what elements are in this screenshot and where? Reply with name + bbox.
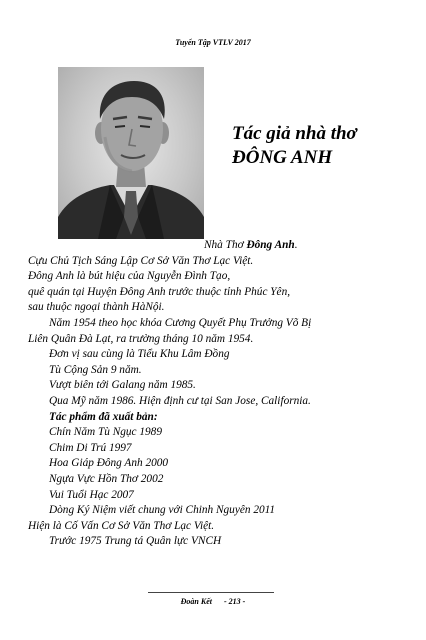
bio-paragraph: Vượt biên tới Galang năm 1985. (49, 379, 196, 392)
author-suffix: . (294, 239, 298, 251)
author-portrait (58, 67, 204, 239)
page-number: - 213 - (224, 597, 246, 606)
works-item: Chim Di Trú 1997 (49, 441, 132, 454)
bio-line: Cựu Chủ Tịch Sáng Lập Cơ Sở Văn Thơ Lạc Việt. (28, 254, 254, 267)
works-item: Chín Năm Tù Ngục 1989 (49, 426, 162, 439)
works-item: Vui Tuổi Hạc 2007 (49, 488, 134, 501)
works-item: Hoa Giáp Đông Anh 2000 (49, 457, 169, 470)
bio-line: quê quán tại Huyện Đông Anh trước thuộc tỉnh Phúc Yên, (28, 285, 291, 298)
bio-paragraph: Liên Quân Đà Lạt, ra trường tháng 10 năm 1954. (28, 332, 254, 345)
footer-left-text: Đoàn Kết (180, 597, 212, 606)
page-footer (0, 597, 426, 606)
bio-line: Đông Anh là bút hiệu của Nguyễn Đình Tạo, (28, 270, 231, 283)
author-prefix: Nhà Thơ (204, 239, 247, 251)
biography (28, 238, 408, 550)
bio-paragraph: Đơn vị sau cùng là Tiểu Khu Lâm Đồng (49, 348, 230, 361)
closing-line: Hiện là Cố Vấn Cơ Sở Văn Thơ Lạc Việt. (28, 519, 215, 532)
running-header: Tuyển Tập VTLV 2017 (175, 38, 251, 47)
bio-line: sau thuộc ngoại thành HàNội. (28, 301, 165, 314)
title-line-1: Tác giả nhà thơ (232, 123, 357, 144)
page-title (232, 122, 357, 170)
title-line-2: ĐÔNG ANH (232, 147, 333, 168)
closing-line: Trước 1975 Trung tá Quân lực VNCH (49, 535, 222, 548)
footer-divider (148, 592, 274, 593)
bio-paragraph: Năm 1954 theo học khóa Cương Quyết Phụ Trưởng Võ Bị (49, 316, 312, 329)
works-heading: Tác phẩm đã xuất bản: (49, 410, 158, 423)
author-line (28, 238, 408, 254)
bio-paragraph: Qua Mỹ năm 1986. Hiện định cư tại San Jose, California. (49, 394, 311, 407)
author-name: Đông Anh (246, 239, 295, 251)
bio-paragraph: Tù Cộng Sản 9 năm. (49, 363, 142, 376)
works-item: Ngựa Vực Hồn Thơ 2002 (49, 472, 164, 485)
works-item: Dòng Ký Niệm viết chung với Chinh Nguyên 2011 (49, 504, 276, 517)
